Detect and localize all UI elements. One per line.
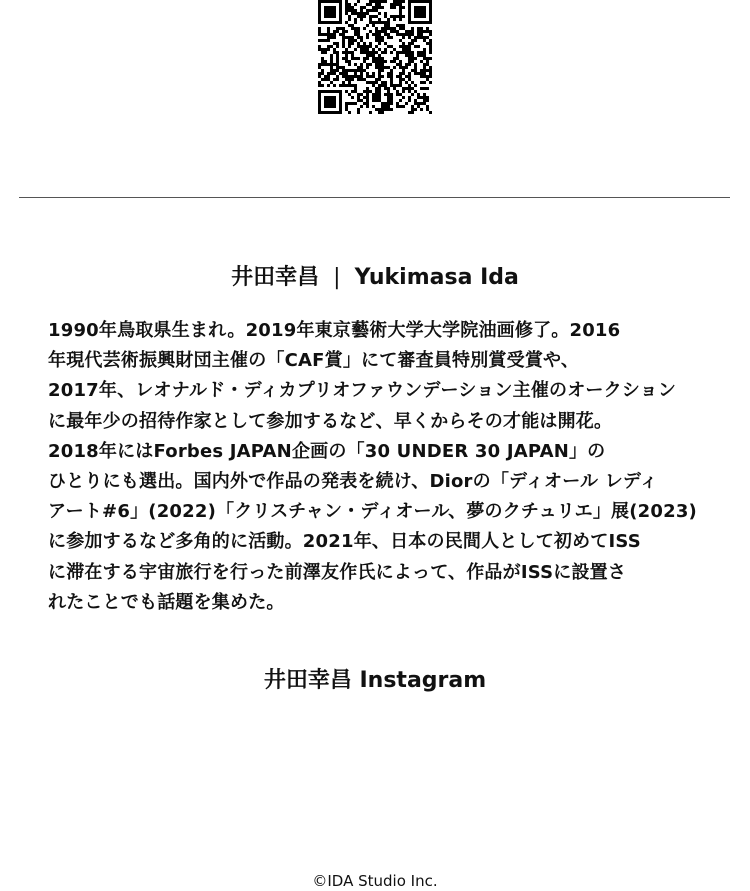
profile-title xyxy=(0,262,750,294)
artist-biography xyxy=(48,316,708,618)
bio-line: アート#6」(2022)「クリスチャン・ディオール、夢のクチュリエ」展(2023) xyxy=(48,501,697,523)
instagram-link[interactable]: 井田幸昌 Instagram xyxy=(263,668,487,693)
bio-line: 1990年鳥取県生まれ。2019年東京藝術大学大学院油画修了。2016 xyxy=(48,320,621,341)
bio-line: に最年少の招待作家として参加するなど、早くからその才能は開花。 xyxy=(48,410,613,432)
bio-line: 2018年にはForbes JAPAN企画の「30 UNDER 30 JAPAN」の xyxy=(48,440,606,462)
bio-line: に滞在する宇宙旅行を行った前澤友作氏によって、作品がISSに設置さ xyxy=(48,561,627,583)
bio-line: に参加するなど多角的に活動。2021年、日本の民間人として初めてISS xyxy=(48,531,641,553)
bio-line: れたことでも話題を集めた。 xyxy=(48,591,285,613)
copyright-text: ©IDA Studio Inc. xyxy=(312,872,438,890)
artist-name-ja: 井田幸昌 xyxy=(231,265,320,290)
title-separator: | xyxy=(333,265,341,290)
bio-line: 年現代芸術振興財団主催の「CAF賞」にて審査員特別賞受賞や、 xyxy=(48,350,580,372)
bio-line: ひとりにも選出。国内外で作品の発表を続け、Diorの「ディオール レディ xyxy=(48,470,658,492)
qr-code-icon[interactable] xyxy=(318,0,432,114)
artist-name-en: Yukimasa Ida xyxy=(354,265,519,290)
section-divider xyxy=(19,197,730,198)
bio-line: 2017年、レオナルド・ディカプリオファウンデーション主催のオークション xyxy=(48,380,677,402)
